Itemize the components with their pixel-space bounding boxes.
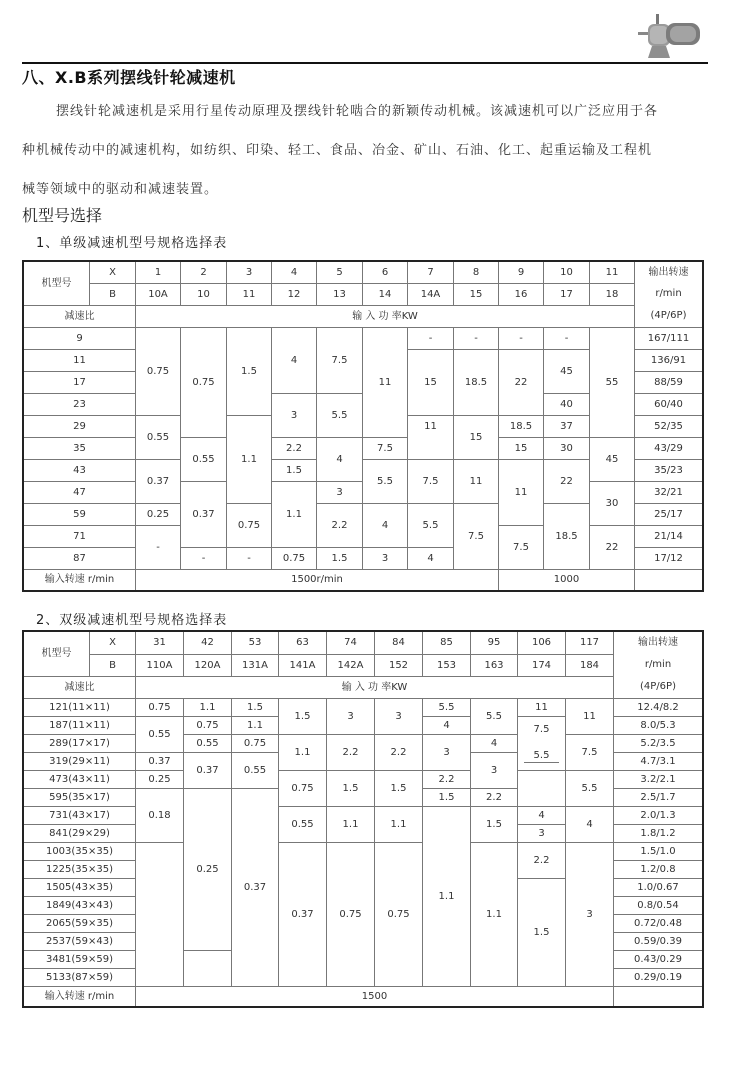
b-model: 131A [232, 655, 279, 677]
power-cell: 2.2 [272, 438, 317, 460]
power-cell: 2.2 [423, 771, 471, 789]
power-cell: 1.1 [327, 807, 375, 843]
power-cell: 1.1 [279, 735, 327, 771]
single-stage-table [22, 260, 704, 592]
x-model: 6 [363, 262, 408, 284]
power-cell: 0.75 [327, 843, 375, 987]
b-model: 153 [423, 655, 471, 677]
power-cell: 18.5 [544, 504, 590, 570]
ratio-cell: 731(43×17) [24, 807, 136, 825]
power-cell: 1.1 [423, 807, 471, 987]
power-cell: 45 [544, 350, 590, 394]
power-cell: 5.5 [566, 771, 614, 807]
power-cell: 22 [590, 526, 635, 570]
b-model: 174 [518, 655, 566, 677]
b-model: 18 [590, 284, 635, 306]
x-label: X [90, 632, 136, 655]
ratio-cell: 1225(35×35) [24, 861, 136, 879]
b-model: 10 [181, 284, 227, 306]
power-cell: 3 [423, 735, 471, 771]
power-cell: 2.2 [471, 789, 518, 807]
x-model: 31 [136, 632, 184, 655]
power-cell: 0.37 [136, 460, 181, 504]
ratio-cell: 1505(43×35) [24, 879, 136, 897]
output-speed-cell: 52/35 [635, 416, 702, 438]
power-cell: 0.55 [184, 735, 232, 753]
power-cell: 4 [566, 807, 614, 843]
x-model: 5 [317, 262, 363, 284]
power-cell: 1.1 [471, 843, 518, 987]
power-cell: 11 [566, 699, 614, 735]
power-cell: 1.5 [227, 328, 272, 416]
output-speed-cell: 0.59/0.39 [614, 933, 702, 951]
output-speed-header-line: 输出转速 [648, 266, 689, 278]
ratio-cell: 121(11×11) [24, 699, 136, 717]
power-value: 5.5 [524, 750, 560, 763]
b-model: 17 [544, 284, 590, 306]
power-cell: 0.75 [375, 843, 423, 987]
power-cell: 11 [363, 328, 408, 438]
power-value: 7.5 [533, 724, 550, 735]
output-speed-cell: 12.4/8.2 [614, 699, 702, 717]
intro-line-3: 械等领域中的驱动和减速装置。 [22, 182, 219, 197]
b-model: 152 [375, 655, 423, 677]
output-speed-cell: 25/17 [635, 504, 702, 526]
b-model: 12 [272, 284, 317, 306]
x-label: X [90, 262, 136, 284]
power-cell: 0.75 [136, 328, 181, 416]
table1-caption: 1、单级减速机型号规格选择表 [36, 236, 228, 251]
power-cell: 55 [590, 328, 635, 438]
output-speed-cell: 136/91 [635, 350, 702, 372]
power-cell: 2.2 [317, 504, 363, 548]
power-cell: 2.2 [518, 843, 566, 879]
ratio-cell: 23 [24, 394, 136, 416]
b-model: 11 [227, 284, 272, 306]
model-label: 机型号 [24, 262, 90, 306]
power-cell: 3 [471, 753, 518, 789]
x-model: 63 [279, 632, 327, 655]
output-speed-cell: 2.5/1.7 [614, 789, 702, 807]
ratio-cell: 29 [24, 416, 136, 438]
x-model: 9 [499, 262, 544, 284]
b-model: 141A [279, 655, 327, 677]
b-label: B [90, 655, 136, 677]
x-model: 10 [544, 262, 590, 284]
power-cell: 1.1 [272, 482, 317, 548]
page-title: 八、X.B系列摆线针轮减速机 [22, 68, 236, 87]
input-speed-label: 输入转速 r/min [24, 987, 136, 1006]
power-cell: 0.55 [181, 438, 227, 482]
power-cell: 3 [317, 482, 363, 504]
ratio-cell: 2537(59×43) [24, 933, 136, 951]
power-cell: 7.5 [363, 438, 408, 460]
power-cell: 4 [518, 807, 566, 825]
output-speed-header-line: r/min [644, 659, 672, 670]
power-cell: 0.75 [181, 328, 227, 438]
ratio-cell: 11 [24, 350, 136, 372]
input-speed-value: 1500 [136, 987, 614, 1006]
intro-paragraph [22, 92, 708, 209]
double-stage-table [22, 630, 704, 1008]
ratio-cell: 473(43×11) [24, 771, 136, 789]
power-cell: 1.5 [518, 879, 566, 987]
power-cell: 5.5 [471, 699, 518, 735]
ratio-header: 减速比 [24, 677, 136, 699]
output-speed-header [635, 262, 702, 328]
power-cell: - [408, 328, 454, 350]
output-speed-cell: 1.5/1.0 [614, 843, 702, 861]
input-speed-blank [614, 987, 702, 1006]
input-speed-blank [635, 570, 702, 590]
x-model: 106 [518, 632, 566, 655]
power-cell: 0.55 [136, 717, 184, 753]
header-rule [22, 62, 708, 64]
power-cell: - [544, 328, 590, 350]
output-speed-header-line: (4P/6P) [640, 681, 676, 692]
power-cell: 0.75 [227, 504, 272, 548]
power-cell: 1.1 [375, 807, 423, 843]
power-cell: - [136, 526, 181, 570]
ratio-cell: 17 [24, 372, 136, 394]
ratio-cell: 187(11×11) [24, 717, 136, 735]
power-cell: 1.5 [327, 771, 375, 807]
power-cell: - [227, 548, 272, 570]
x-model: 7 [408, 262, 454, 284]
power-cell: 37 [544, 416, 590, 438]
x-model: 2 [181, 262, 227, 284]
x-model: 11 [590, 262, 635, 284]
output-speed-cell: 88/59 [635, 372, 702, 394]
power-cell: 4 [317, 438, 363, 482]
ratio-cell: 9 [24, 328, 136, 350]
power-cell: 1.1 [232, 717, 279, 735]
power-cell: 4 [363, 504, 408, 548]
power-cell [184, 951, 232, 987]
power-cell: 11 [408, 394, 454, 460]
ratio-cell: 1003(35×35) [24, 843, 136, 861]
power-cell: 3 [566, 843, 614, 987]
b-model: 184 [566, 655, 614, 677]
ratio-cell: 595(35×17) [24, 789, 136, 807]
input-speed-6p: 1000 [499, 570, 635, 590]
ratio-cell: 2065(59×35) [24, 915, 136, 933]
ratio-cell: 1849(43×43) [24, 897, 136, 915]
power-cell: 1.5 [317, 548, 363, 570]
output-speed-cell: 0.8/0.54 [614, 897, 702, 915]
power-cell: 15 [499, 438, 544, 460]
x-model: 117 [566, 632, 614, 655]
b-model: 14 [363, 284, 408, 306]
x-model: 3 [227, 262, 272, 284]
power-cell: 4 [423, 717, 471, 735]
power-cell: 22 [544, 460, 590, 504]
power-cell: 0.55 [136, 416, 181, 460]
power-cell: 3 [518, 825, 566, 843]
x-model: 4 [272, 262, 317, 284]
ratio-cell: 5133(87×59) [24, 969, 136, 987]
power-cell: 4 [272, 328, 317, 394]
reducer-photo [636, 12, 708, 62]
ratio-cell: 841(29×29) [24, 825, 136, 843]
x-model: 84 [375, 632, 423, 655]
power-cell: 15 [454, 416, 499, 460]
power-cell: 7.5 [499, 526, 544, 570]
power-cell: 3 [272, 394, 317, 438]
x-model: 53 [232, 632, 279, 655]
x-model: 1 [136, 262, 181, 284]
table2-caption: 2、双级减速机型号规格选择表 [36, 613, 228, 628]
power-cell: - [181, 548, 227, 570]
b-model: 15 [454, 284, 499, 306]
output-speed-cell: 32/21 [635, 482, 702, 504]
input-speed-label: 输入转速 r/min [24, 570, 136, 590]
power-cell: 22 [499, 350, 544, 416]
power-cell: 0.75 [136, 699, 184, 717]
power-cell: 40 [544, 394, 590, 416]
output-speed-header-line: r/min [655, 288, 682, 300]
b-model: 120A [184, 655, 232, 677]
output-speed-cell: 1.8/1.2 [614, 825, 702, 843]
power-cell: 3 [363, 548, 408, 570]
b-model: 110A [136, 655, 184, 677]
output-speed-cell: 21/14 [635, 526, 702, 548]
power-cell: 4 [408, 548, 454, 570]
power-cell: 0.55 [279, 807, 327, 843]
power-cell: 7.5 [408, 460, 454, 504]
power-cell: 1.5 [232, 699, 279, 717]
input-speed-4p: 1500r/min [136, 570, 499, 590]
ratio-cell: 43 [24, 460, 136, 482]
power-cell: 3 [375, 699, 423, 735]
intro-line-2: 种机械传动中的减速机构，如纺织、印染、轻工、食品、冶金、矿山、石油、化工、起重运输及工程机 [22, 143, 653, 158]
power-cell: 7.5 [566, 735, 614, 771]
power-cell: 5.5 [363, 460, 408, 504]
power-cell: 3 [327, 699, 375, 735]
output-speed-header [614, 632, 702, 699]
power-cell: 7.5 [454, 504, 499, 570]
power-cell: 7.5 [317, 328, 363, 394]
power-cell: 15 [408, 350, 454, 416]
ratio-cell: 59 [24, 504, 136, 526]
x-model: 85 [423, 632, 471, 655]
model-label: 机型号 [24, 632, 90, 677]
x-model: 42 [184, 632, 232, 655]
power-cell: 0.37 [136, 753, 184, 771]
b-model: 14A [408, 284, 454, 306]
output-speed-cell: 3.2/2.1 [614, 771, 702, 789]
section-title: 机型号选择 [22, 206, 103, 225]
output-speed-cell: 0.43/0.29 [614, 951, 702, 969]
power-cell: 5.5 [317, 394, 363, 438]
output-speed-header-line: 输出转速 [638, 637, 678, 648]
output-speed-header-line: (4P/6P) [650, 310, 687, 322]
power-cell: - [499, 328, 544, 350]
power-cell: 2.2 [327, 735, 375, 771]
output-speed-cell: 0.29/0.19 [614, 969, 702, 987]
power-cell: 4 [471, 735, 518, 753]
output-speed-cell: 2.0/1.3 [614, 807, 702, 825]
power-cell [136, 843, 184, 987]
output-speed-cell: 35/23 [635, 460, 702, 482]
power-cell: 0.37 [181, 482, 227, 548]
power-cell: 5.5 [423, 699, 471, 717]
power-cell: 0.75 [272, 548, 317, 570]
x-model: 74 [327, 632, 375, 655]
b-model: 163 [471, 655, 518, 677]
power-cell: 11 [454, 460, 499, 504]
ratio-cell: 3481(59×59) [24, 951, 136, 969]
ratio-cell: 319(29×11) [24, 753, 136, 771]
power-cell: 1.5 [279, 699, 327, 735]
output-speed-cell: 1.0/0.67 [614, 879, 702, 897]
b-model: 10A [136, 284, 181, 306]
x-model: 8 [454, 262, 499, 284]
b-model: 16 [499, 284, 544, 306]
power-cell: 0.18 [136, 789, 184, 843]
output-speed-cell: 167/111 [635, 328, 702, 350]
power-cell: 0.55 [232, 753, 279, 789]
output-speed-cell: 0.72/0.48 [614, 915, 702, 933]
power-cell: 2.2 [375, 735, 423, 771]
ratio-cell: 47 [24, 482, 136, 504]
power-cell: 45 [590, 438, 635, 482]
power-cell: 0.25 [184, 789, 232, 951]
power-cell: 0.37 [184, 753, 232, 789]
power-cell: 30 [544, 438, 590, 460]
power-cell: 0.75 [279, 771, 327, 807]
power-header: 输 入 功 率KW [136, 306, 635, 328]
power-cell: 1.1 [184, 699, 232, 717]
power-cell: 0.37 [279, 843, 327, 987]
ratio-header: 减速比 [24, 306, 136, 328]
power-cell: 0.75 [232, 735, 279, 753]
power-cell: 1.5 [471, 807, 518, 843]
power-header: 输 入 功 率KW [136, 677, 614, 699]
power-cell: 18.5 [454, 350, 499, 416]
power-cell: 0.25 [136, 504, 181, 526]
output-speed-cell: 60/40 [635, 394, 702, 416]
power-cell [518, 717, 566, 771]
output-speed-cell: 43/29 [635, 438, 702, 460]
power-cell: 18.5 [499, 416, 544, 438]
output-speed-cell: 17/12 [635, 548, 702, 570]
power-cell [518, 771, 566, 807]
power-cell: 0.25 [136, 771, 184, 789]
x-model: 95 [471, 632, 518, 655]
ratio-cell: 87 [24, 548, 136, 570]
ratio-cell: 35 [24, 438, 136, 460]
b-model: 13 [317, 284, 363, 306]
ratio-cell: 71 [24, 526, 136, 548]
b-model: 142A [327, 655, 375, 677]
b-label: B [90, 284, 136, 306]
power-cell: 1.5 [272, 460, 317, 482]
output-speed-cell: 4.7/3.1 [614, 753, 702, 771]
output-speed-cell: 1.2/0.8 [614, 861, 702, 879]
power-cell: 30 [590, 482, 635, 526]
output-speed-cell: 8.0/5.3 [614, 717, 702, 735]
power-cell: 0.75 [184, 717, 232, 735]
power-cell: 1.5 [375, 771, 423, 807]
power-cell: 5.5 [408, 504, 454, 548]
intro-line-1: 摆线针轮减速机是采用行星传动原理及摆线针轮啮合的新颖传动机械。该减速机可以广泛应用于各 [56, 104, 659, 119]
power-cell: 11 [499, 460, 544, 526]
power-cell: 11 [518, 699, 566, 717]
power-cell: 1.5 [423, 789, 471, 807]
output-speed-cell: 5.2/3.5 [614, 735, 702, 753]
ratio-cell: 289(17×17) [24, 735, 136, 753]
power-cell: 0.37 [232, 789, 279, 987]
power-cell: 1.1 [227, 416, 272, 504]
power-cell: - [454, 328, 499, 350]
